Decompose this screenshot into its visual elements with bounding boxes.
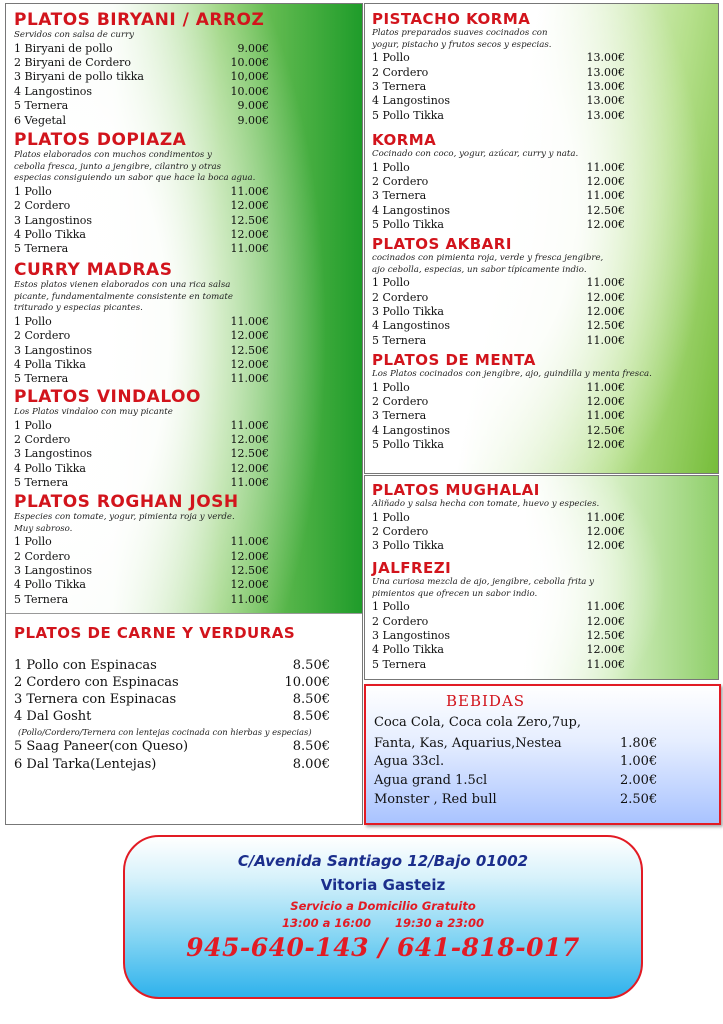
menu-item-price: 13.00€ [586,94,625,108]
menu-item [14,114,354,128]
menu-item-name: 3 Langostinos [372,628,451,642]
menu-item-price: 12.00€ [586,290,625,304]
menu-item-price: 11.00€ [230,418,269,432]
section-title: PLATOS DOPIAZA [14,130,187,150]
menu-item-name: 2 Cordero [372,65,429,79]
menu-item-price: 12.00€ [586,614,625,628]
menu-item-name: 1 Pollo [14,535,52,549]
menu-item-price: 11.00€ [230,535,269,549]
menu-item-name: 1 Pollo [14,184,52,198]
menu-item-price: 10.00€ [284,675,330,690]
menu-item [372,511,712,525]
menu-item-price: 12.50€ [586,319,625,333]
section-description: Aliñado y salsa hecha con tomate, huevo y especies. [372,499,600,509]
drink-row [374,773,658,788]
menu-item [372,525,712,539]
drink-name: Agua 33cl. [374,754,445,769]
menu-item-price: 11.00€ [230,184,269,198]
menu-item-price: 12.50€ [586,423,625,437]
drink-row [374,754,658,769]
menu-item-price: 11.00€ [586,160,625,174]
menu-item-name: 4 Polla Tikka [14,357,86,371]
section-title: PLATOS BIRYANI / ARROZ [14,10,265,30]
section-title: PISTACHO KORMA [372,10,531,28]
menu-item [14,315,354,329]
menu-section-dopiaza [14,130,354,257]
menu-item [372,291,712,305]
menu-item [372,629,712,643]
section-description: Estos platos vienen elaborados con una rica salsa [14,280,231,290]
carne-verduras-box [6,613,362,825]
drink-price: 2.00€ [620,773,658,788]
menu-item-price: 11.00€ [586,657,625,671]
dal-gosht-note: (Pollo/Cordero/Ternera con lentejas cocinada con hierbas y especias) [18,727,312,737]
menu-item [372,424,712,438]
section-description: ajo cebolla, especias, un sabor típicamente indio. [372,264,587,275]
menu-item-price: 8.50€ [292,692,330,707]
menu-item-price: 10.00€ [230,55,269,69]
section-title: PLATOS VINDALOO [14,387,201,407]
menu-item-price: 12.00€ [586,524,625,538]
menu-item-price: 13.00€ [586,108,625,122]
menu-item [372,409,712,423]
section-description: Los Platos cocinados con jengibre, ajo, guindilla y menta fresca. [372,369,652,379]
menu-item-name: 1 Biryani de pollo [14,41,113,55]
address-text: C/Avenida Santiago 12/Bajo 01002 [237,852,529,870]
menu-item-price: 12.00€ [230,578,269,592]
drink-name: Monster , Red bull [374,792,497,807]
menu-item [14,578,354,592]
menu-item-price: 9.00€ [237,41,269,55]
menu-section-akbari [372,235,712,348]
menu-item-name: 3 Pollo Tikka [372,304,444,318]
menu-item-price: 11.00€ [230,314,269,328]
menu-item-name: 1 Pollo [372,276,410,290]
section-title: JALFREZI [372,559,452,577]
menu-section-biryani [14,10,354,128]
menu-item-name: 3 Langostinos [14,343,93,357]
menu-item-price: 11.00€ [230,476,269,490]
menu-item [14,433,354,447]
menu-item-price: 11.00€ [586,333,625,347]
section-description: cocinados con pimienta roja, verde y fresca jengibre, [372,253,604,263]
section-title: KORMA [372,131,437,149]
section-description: Cocinado con coco, yogur, azúcar, curry y nata. [372,149,579,159]
menu-item-name: 2 Cordero [14,432,71,446]
left-menu-panel [5,3,363,825]
menu-item [14,462,354,476]
drink-row [374,736,658,751]
menu-item [372,94,712,108]
right-mid-menu-panel [364,475,719,680]
menu-item-name: 4 Langostinos [372,94,451,108]
menu-item-name: 1 Pollo [372,160,410,174]
menu-item-price: 11.00€ [586,510,625,524]
menu-item-price: 12.50€ [230,343,269,357]
menu-item [14,535,354,549]
menu-item [372,615,712,629]
drink-row [374,792,658,807]
section-title: CURRY MADRAS [14,260,173,280]
section-description: Especies con tomate, yogur, pimienta roja y verde. [14,512,235,522]
menu-item-name: 4 Langostinos [372,423,451,437]
menu-item-name: 5 Ternera [14,372,69,386]
menu-item-name: 4 Dal Gosht [14,709,92,724]
menu-item-name: 5 Pollo Tikka [372,218,444,232]
menu-item [372,51,712,65]
menu-item-name: 3 Biryani de pollo tikka [14,70,144,84]
menu-item-price: 12.00€ [586,394,625,408]
menu-item-price: 13.00€ [586,79,625,93]
menu-item [372,175,712,189]
menu-item-price: 12.00€ [586,438,625,452]
menu-item-price: 8.00€ [292,757,330,772]
menu-item-price: 11.00€ [586,600,625,614]
menu-item-name: 1 Pollo [14,314,52,328]
section-title: PLATOS DE MENTA [372,351,536,369]
menu-item [372,395,712,409]
menu-item [14,419,354,433]
menu-section-pistacho [372,10,712,123]
menu-item-name: 2 Cordero [372,524,429,538]
city-text: Vitoria Gasteiz [320,876,446,894]
opening-hours-text: 13:00 a 16:00 19:30 a 23:00 [282,916,484,930]
menu-item-price: 13.00€ [586,51,625,65]
menu-section-roghan [14,492,354,607]
phone-numbers[interactable]: 945-640-143 / 641-818-017 [186,933,580,962]
menu-item-price: 12.50€ [230,447,269,461]
menu-item-name: 5 Ternera [372,657,427,671]
section-description: Platos elaborados con muchos condimentos y [14,150,212,160]
menu-item-name: 3 Ternera [372,79,427,93]
section-description: triturado y especias picantes. [14,303,143,314]
menu-item-name: 1 Pollo [372,51,410,65]
menu-item [14,593,354,607]
menu-item-price: 10.00€ [230,84,269,98]
menu-item-name: 3 Langostinos [14,213,93,227]
menu-item [14,70,354,84]
menu-item-name: 5 Ternera [14,99,69,113]
menu-item-name: 6 Dal Tarka(Lentejas) [14,757,157,772]
menu-item [372,80,712,94]
menu-item-price: 11.00€ [230,372,269,386]
menu-item [372,438,712,452]
menu-item-name: 6 Vegetal [14,113,66,127]
menu-item-name: 1 Pollo [372,380,410,394]
menu-item [14,185,354,199]
menu-item-name: 1 Pollo con Espinacas [14,658,157,673]
menu-item-name: 4 Pollo Tikka [14,578,86,592]
section-description: Platos preparados suaves cocinados con [372,28,548,38]
menu-item-price: 11.00€ [586,276,625,290]
menu-item-name: 5 Ternera [14,242,69,256]
menu-item-name: 5 Saag Paneer(con Queso) [14,739,189,754]
menu-section-madras [14,260,354,387]
menu-item [14,550,354,564]
menu-item-name: 3 Pollo Tikka [372,539,444,553]
menu-section-korma [372,131,712,233]
menu-item [372,381,712,395]
section-title: PLATOS DE CARNE Y VERDURAS [14,624,296,642]
menu-item-name: 3 Ternera [372,409,427,423]
section-description: yogur, pistacho y frutos secos y especias. [372,39,552,50]
menu-item-name: 2 Cordero [14,549,71,563]
menu-item [14,372,354,386]
menu-item-name: 5 Ternera [14,476,69,490]
menu-item [14,56,354,70]
menu-item-price: 12.00€ [230,432,269,446]
menu-item [14,214,354,228]
menu-item-price: 12.00€ [230,461,269,475]
menu-item [372,600,712,614]
menu-item [372,643,712,657]
bebidas-title: BEBIDAS [446,692,526,710]
menu-item [14,99,354,113]
menu-item [14,476,354,490]
section-title: PLATOS AKBARI [372,235,512,253]
menu-item-price: 12.50€ [230,213,269,227]
menu-item-name: 4 Pollo Tikka [372,643,444,657]
drink-name: Coca Cola, Coca cola Zero,7up, [374,715,581,730]
menu-item-name: 2 Cordero con Espinacas [14,675,179,690]
menu-item-name: 5 Pollo Tikka [372,108,444,122]
contact-box [123,835,643,999]
menu-item [372,276,712,290]
menu-item-price: 9.00€ [237,99,269,113]
drink-name: Fanta, Kas, Aquarius,Nestea [374,736,562,751]
menu-item [14,564,354,578]
menu-item-name: 3 Ternera [372,189,427,203]
menu-section-mughalai [372,481,712,554]
menu-item-price: 12.00€ [230,549,269,563]
menu-item-name: 5 Pollo Tikka [372,438,444,452]
menu-item-name: 4 Pollo Tikka [14,227,86,241]
menu-item-price: 11.00€ [230,592,269,606]
bebidas-box [364,684,721,825]
menu-item-name: 2 Cordero [14,329,71,343]
menu-item-price: 13.00€ [586,65,625,79]
section-description: Muy sabroso. [14,523,73,534]
menu-item [372,204,712,218]
menu-item [372,658,712,672]
menu-item-price: 12.00€ [230,329,269,343]
menu-item [14,42,354,56]
menu-item-price: 11.00€ [230,242,269,256]
menu-item [14,85,354,99]
menu-item-price: 9.00€ [237,113,269,127]
menu-item [372,161,712,175]
section-description: pimientos que ofrecen un sabor indio. [372,588,538,599]
menu-item-price: 12.00€ [586,218,625,232]
menu-item [14,199,354,213]
section-description: Los Platos vindaloo con muy picante [14,407,173,417]
menu-item-name: 3 Langostinos [14,563,93,577]
menu-item-name: 5 Ternera [372,333,427,347]
menu-item-name: 3 Langostinos [14,447,93,461]
menu-section-vindaloo [14,387,354,491]
menu-item-price: 12.50€ [586,628,625,642]
menu-item-price: 8.50€ [292,658,330,673]
menu-item [372,109,712,123]
drink-price: 1.80€ [620,736,658,751]
menu-section-menta [372,351,712,453]
menu-item-price: 12.50€ [586,203,625,217]
menu-item-price: 12.00€ [586,539,625,553]
menu-item-name: 2 Cordero [372,174,429,188]
menu-item-price: 12.00€ [586,174,625,188]
section-description: especias consiguiendo un sabor que hace la boca agua. [14,173,256,184]
drink-price: 2.50€ [620,792,658,807]
section-description: picante, fundamentalmente consistente en tomate [14,291,233,302]
menu-item [372,319,712,333]
menu-item-name: 4 Langostinos [372,203,451,217]
menu-item-name: 2 Cordero [372,614,429,628]
menu-item-price: 11.00€ [586,380,625,394]
drink-name: Agua grand 1.5cl [374,773,488,788]
menu-item-price: 8.50€ [292,709,330,724]
menu-item-name: 2 Cordero [372,290,429,304]
section-title: PLATOS MUGHALAI [372,481,540,499]
right-top-menu-panel [364,3,719,474]
menu-item-price: 11.00€ [586,189,625,203]
section-description: Servidos con salsa de curry [14,30,135,40]
menu-item [372,334,712,348]
menu-item-price: 12.00€ [586,304,625,318]
menu-item [14,329,354,343]
menu-item [372,539,712,553]
menu-item-name: 3 Ternera con Espinacas [14,692,177,707]
menu-item [372,189,712,203]
menu-item-name: 4 Langostinos [14,84,93,98]
menu-item [14,228,354,242]
menu-item-price: 12.50€ [230,563,269,577]
menu-item-name: 1 Pollo [372,600,410,614]
menu-item-name: 2 Biryani de Cordero [14,55,132,69]
menu-item-name: 1 Pollo [14,418,52,432]
menu-item-price: 10,00€ [230,70,269,84]
menu-item-price: 11.00€ [586,409,625,423]
menu-item-price: 12.00€ [230,357,269,371]
menu-item [14,358,354,372]
menu-section-jalfrezi [372,559,712,672]
menu-item [372,305,712,319]
menu-item-price: 12.00€ [586,643,625,657]
menu-item [14,344,354,358]
menu-item-price: 12.00€ [230,199,269,213]
delivery-service-text: Servicio a Domicilio Gratuito [290,899,476,913]
menu-item-name: 4 Langostinos [372,319,451,333]
menu-item-name: 2 Cordero [14,199,71,213]
menu-item [14,447,354,461]
section-title: PLATOS ROGHAN JOSH [14,492,239,512]
menu-item-price: 12.00€ [230,227,269,241]
menu-item [372,66,712,80]
menu-item-price: 8.50€ [292,739,330,754]
menu-item-name: 5 Ternera [14,592,69,606]
drink-price: 1.00€ [620,754,658,769]
menu-item-name: 4 Pollo Tikka [14,461,86,475]
menu-item [372,218,712,232]
menu-item-name: 2 Cordero [372,394,429,408]
drink-row [374,715,581,730]
menu-item [14,242,354,256]
section-description: cebolla fresca, junto a jengibre, cilantro y otras [14,161,222,172]
section-description: Una curiosa mezcla de ajo, jengibre, cebolla frita y [372,577,595,587]
menu-item-name: 1 Pollo [372,510,410,524]
